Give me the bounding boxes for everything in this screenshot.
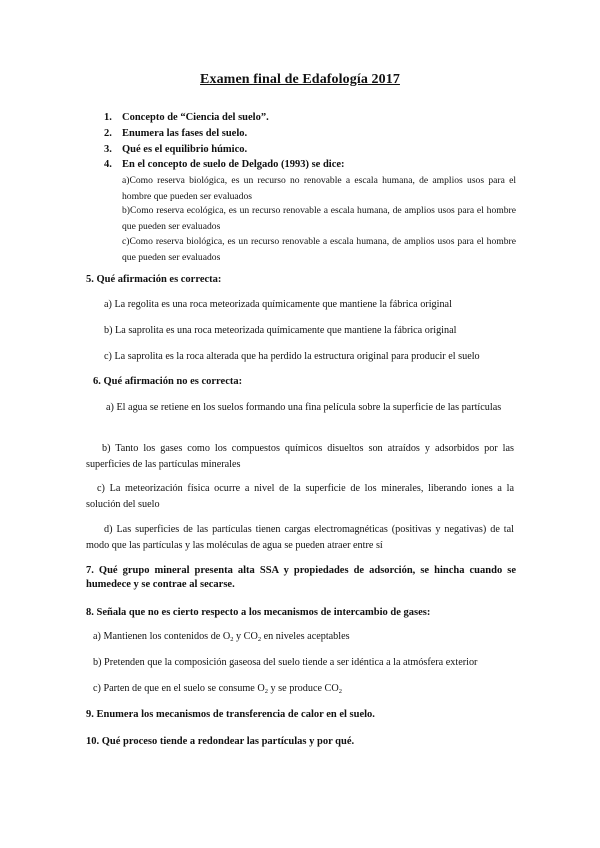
question-number: 3. bbox=[104, 144, 112, 155]
question-5: 5. Qué afirmación es correcta: bbox=[86, 274, 222, 285]
question-number: 2. bbox=[104, 128, 112, 139]
question-text: En el concepto de suelo de Delgado (1993) se dice: bbox=[122, 159, 345, 170]
q4-option-b: b)Como reserva ecológica, es un recurso renovable a escala humana, de amplios usos para el hombre que pueden ser evaluados bbox=[122, 205, 516, 232]
q6-option-c bbox=[86, 481, 514, 512]
question-number: 4. bbox=[104, 159, 112, 170]
q8-option-c-prefix: c) Parten de que en el suelo se consume O bbox=[93, 683, 265, 694]
subscript: 2 bbox=[338, 688, 342, 695]
q6-option-a bbox=[86, 400, 514, 416]
question-text: Enumera las fases del suelo. bbox=[122, 128, 248, 139]
question-7: 7. Qué grupo mineral presenta alta SSA y propiedades de adsorción, se hincha cuando se humedece y se contrae al secarse. bbox=[86, 565, 516, 590]
q4-option-a: a)Como reserva biológica, es un recurso no renovable a escala humana, de amplios usos para el hombre que pueden ser evaluados bbox=[122, 175, 516, 202]
q8-option-a-mid: y CO bbox=[233, 631, 258, 642]
subscript: 2 bbox=[230, 636, 234, 643]
question-4 bbox=[104, 158, 345, 172]
page-title: Examen final de Edafología 2017 bbox=[200, 72, 400, 87]
q6-option-c-text: c) La meteorización física ocurre a nivel de la superficie de los minerales, liberando iones a la solución del suelo bbox=[86, 483, 514, 510]
q6-option-a-text: a) El agua se retiene en los suelos formando una fina película sobre la superficie de las partículas bbox=[106, 402, 502, 413]
subscript: 2 bbox=[264, 688, 268, 695]
q5-option-b: b) La saprolita es una roca meteorizada químicamente que mantiene la fábrica original bbox=[104, 325, 457, 336]
q6-option-d-text: d) Las superficies de las partículas tienen cargas electromagnéticas (positivas y negativas) de tal modo que las partículas y las moléculas de agua se pueden atraer entre sí bbox=[86, 524, 514, 551]
q6-option-b-text: b) Tanto los gases como los compuestos químicos disueltos son atraídos y adsorbidos por las superficies de las partículas minerales bbox=[86, 443, 514, 470]
q6-option-b bbox=[86, 441, 514, 472]
question-1 bbox=[104, 111, 269, 125]
q5-option-c: c) La saprolita es la roca alterada que ha perdido la estructura original para producir el suelo bbox=[104, 351, 480, 362]
q8-option-c-mid: y se produce CO bbox=[267, 683, 339, 694]
question-text: Qué es el equilibrio húmico. bbox=[122, 144, 248, 155]
question-9: 9. Enumera los mecanismos de transferencia de calor en el suelo. bbox=[86, 709, 375, 720]
q8-option-b: b) Pretenden que la composición gaseosa del suelo tiende a ser idéntica a la atmósfera exterior bbox=[93, 657, 478, 668]
question-2 bbox=[104, 127, 247, 141]
question-number: 1. bbox=[104, 112, 112, 123]
question-3 bbox=[104, 143, 247, 157]
q5-option-a: a) La regolita es una roca meteorizada químicamente que mantiene la fábrica original bbox=[104, 299, 452, 310]
q8-option-c bbox=[93, 681, 342, 700]
question-8: 8. Señala que no es cierto respecto a los mecanismos de intercambio de gases: bbox=[86, 607, 431, 618]
question-6: 6. Qué afirmación no es correcta: bbox=[93, 376, 243, 387]
question-10: 10. Qué proceso tiende a redondear las partículas y por qué. bbox=[86, 736, 355, 747]
q6-option-d bbox=[86, 522, 514, 553]
q8-option-a-prefix: a) Mantienen los contenidos de O bbox=[93, 631, 231, 642]
question-text: Concepto de “Ciencia del suelo”. bbox=[122, 112, 269, 123]
q8-option-a-suffix: en niveles aceptables bbox=[261, 631, 350, 642]
q4-option-c: c)Como reserva biológica, es un recurso renovable a escala humana, de amplios usos para el hombre que pueden ser evaluados bbox=[122, 236, 516, 263]
q8-option-a bbox=[93, 629, 350, 648]
subscript: 2 bbox=[257, 636, 262, 643]
